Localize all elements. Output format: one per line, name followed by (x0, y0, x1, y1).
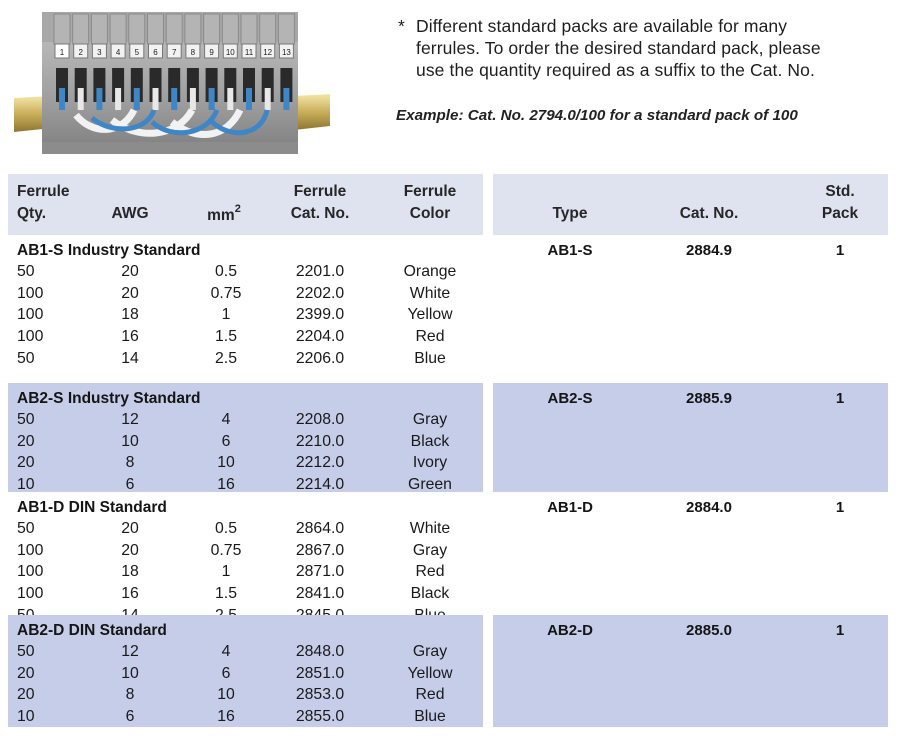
table-row (8, 665, 483, 687)
cell-cat: 2202.0 (295, 284, 345, 302)
cell-mm: 1 (221, 563, 231, 581)
terminal-wire (153, 88, 159, 110)
terminal-slice (148, 14, 164, 44)
header-color-bottom: Color (409, 205, 451, 222)
cell-qty: 50 (17, 520, 35, 537)
cell-awg: 6 (125, 476, 135, 494)
cell-cat: 2864.0 (295, 520, 345, 537)
cell-qty: 100 (17, 328, 44, 346)
terminal-slice (110, 14, 126, 44)
cell-color: White (409, 284, 451, 302)
terminal-slice (129, 14, 145, 44)
cell-mm: 6 (221, 432, 231, 450)
cell-mm: 0.75 (210, 541, 242, 559)
kit-cat: 2885.0 (686, 622, 732, 639)
table-row (8, 454, 483, 476)
header-mm (207, 205, 241, 225)
cell-qty: 100 (17, 306, 44, 324)
kit-group (493, 235, 888, 383)
cell-mm: 16 (217, 708, 235, 726)
cell-qty: 10 (17, 708, 35, 726)
cell-qty: 100 (17, 284, 44, 302)
terminal-number: 9 (209, 48, 214, 57)
terminal-wire (171, 88, 177, 110)
cell-awg: 14 (121, 349, 139, 367)
cell-cat: 2851.0 (295, 664, 345, 682)
cell-qty: 20 (17, 432, 35, 450)
terminal-wire (283, 88, 289, 110)
header-pack-top: Std. (825, 183, 855, 200)
terminal-wire (265, 88, 271, 110)
table-row (8, 520, 483, 542)
kit-group (493, 492, 888, 615)
header-type: Type (552, 205, 588, 222)
kit-type: AB1-S (547, 242, 593, 259)
terminal-wire (115, 88, 121, 110)
cell-mm: 16 (217, 476, 235, 494)
table-row (8, 643, 483, 665)
cell-color: Ivory (412, 454, 448, 472)
kit-pack: 1 (835, 242, 845, 259)
header-kit-cat: Cat. No. (679, 205, 739, 222)
header-pack-bottom: Pack (821, 205, 859, 222)
table-row (8, 686, 483, 708)
cell-awg: 6 (125, 708, 135, 726)
table-row (8, 542, 483, 564)
note-asterisk: * (398, 16, 405, 36)
ferrule-group (8, 492, 483, 615)
cell-cat: 2871.0 (295, 563, 345, 581)
terminal-number: 2 (78, 48, 83, 57)
cell-cat: 2208.0 (295, 411, 345, 428)
cell-mm: 1.5 (215, 585, 237, 603)
kit-pack: 1 (835, 622, 845, 639)
terminal-number: 13 (281, 48, 291, 57)
terminal-number: 8 (190, 48, 196, 57)
group-title: AB2-S Industry Standard (17, 390, 201, 407)
header-qty-top: Ferrule (17, 183, 70, 200)
cell-qty: 10 (17, 476, 35, 494)
note-line-1: Different standard packs are available for many (416, 16, 788, 36)
terminal-slice (54, 14, 70, 44)
cell-awg: 16 (121, 328, 139, 346)
cell-qty: 50 (17, 263, 35, 280)
cell-cat: 2212.0 (295, 454, 345, 472)
terminal-slice (204, 14, 220, 44)
cell-color: Red (415, 686, 445, 704)
header-cat-bottom: Cat. No. (290, 205, 350, 222)
kit-group (493, 615, 888, 727)
terminal-number: 11 (244, 48, 254, 57)
kit-table-header (493, 174, 888, 235)
terminal-slice (278, 14, 294, 44)
cell-qty: 20 (17, 686, 35, 704)
cell-awg: 20 (121, 520, 139, 537)
ferrule-table (8, 174, 483, 726)
terminal-wire (227, 88, 233, 110)
cell-mm: 1 (221, 306, 231, 324)
table-row (8, 585, 483, 607)
cell-cat: 2214.0 (295, 476, 345, 494)
terminal-wire (190, 88, 196, 110)
cell-cat: 2210.0 (295, 432, 345, 450)
cell-cat: 2853.0 (295, 686, 345, 704)
cell-awg: 10 (121, 664, 139, 682)
kit-cat: 2884.9 (686, 242, 732, 259)
cell-color: Blue (414, 349, 446, 367)
header-mm-unit: mm (207, 207, 235, 225)
group-title: AB2-D DIN Standard (17, 622, 167, 639)
terminal-number: 5 (134, 48, 140, 57)
cell-mm: 0.5 (215, 520, 237, 537)
cell-cat: 2841.0 (295, 585, 345, 603)
table-row (8, 306, 483, 328)
terminal-wire (246, 88, 252, 110)
table-row (8, 350, 483, 372)
table-row (8, 263, 483, 285)
terminal-block-photo (12, 10, 332, 160)
cell-mm: 1.5 (215, 328, 237, 346)
cell-cat: 2855.0 (295, 708, 345, 726)
cell-awg: 18 (121, 563, 139, 581)
cell-color: Black (410, 432, 450, 450)
cell-awg: 20 (121, 541, 139, 559)
cell-awg: 20 (121, 263, 139, 280)
terminal-wire (78, 88, 84, 110)
cell-qty: 100 (17, 585, 44, 603)
cell-qty: 100 (17, 563, 44, 581)
header-mm-superscript: 2 (234, 203, 241, 215)
header-color-top: Ferrule (403, 183, 457, 200)
terminal-number: 1 (59, 48, 65, 57)
kit-pack: 1 (835, 390, 845, 407)
table-row (8, 328, 483, 350)
cell-qty: 20 (17, 454, 35, 472)
cell-color: Red (415, 328, 445, 346)
note-line-2: ferrules. To order the desired standard pack, please (416, 38, 821, 58)
cell-color: Yellow (407, 306, 453, 324)
cell-cat: 2204.0 (295, 328, 345, 346)
terminal-slice (185, 14, 201, 44)
cell-cat: 2848.0 (295, 643, 345, 660)
terminal-slice (260, 14, 276, 44)
cell-mm: 4 (221, 411, 231, 428)
cell-qty: 20 (17, 664, 35, 682)
terminal-slice (166, 14, 182, 44)
header-awg: AWG (111, 205, 149, 222)
ferrule-group (8, 615, 483, 727)
cell-awg: 18 (121, 306, 139, 324)
cell-color: Black (410, 585, 450, 603)
cell-mm: 0.75 (210, 284, 242, 302)
cell-color: Blue (414, 708, 446, 726)
ferrule-group (8, 383, 483, 492)
table-row (8, 708, 483, 730)
cell-mm: 10 (217, 454, 235, 472)
table-row (8, 285, 483, 307)
cell-mm: 4 (221, 643, 231, 660)
terminal-number: 4 (115, 48, 121, 57)
ferrule-table-header (8, 174, 483, 235)
group-title: AB1-D DIN Standard (17, 499, 167, 516)
cell-qty: 100 (17, 541, 44, 559)
cell-mm: 0.5 (215, 263, 237, 280)
terminal-slice (222, 14, 238, 44)
terminal-slice (73, 14, 89, 44)
kit-type: AB2-D (547, 622, 593, 639)
kit-type: AB1-D (547, 499, 593, 516)
cell-qty: 50 (17, 411, 35, 428)
terminal-number: 10 (225, 48, 235, 57)
cell-mm: 10 (217, 686, 235, 704)
cell-color: Gray (412, 541, 448, 559)
terminal-wire (209, 88, 215, 110)
cell-color: Red (415, 563, 445, 581)
terminal-number: 7 (171, 48, 177, 57)
group-title: AB1-S Industry Standard (17, 242, 201, 259)
cell-color: Gray (412, 643, 448, 660)
kit-pack: 1 (835, 499, 845, 516)
kit-cat: 2884.0 (686, 499, 732, 516)
ferrule-group (8, 235, 483, 383)
cell-color: White (409, 520, 451, 537)
terminal-wire (96, 88, 102, 110)
table-row (8, 411, 483, 433)
cell-cat: 2206.0 (295, 349, 345, 367)
kit-type: AB2-S (547, 390, 593, 407)
terminal-number: 3 (97, 48, 102, 57)
table-row (8, 563, 483, 585)
cell-color: Gray (412, 411, 448, 428)
kit-table (493, 174, 888, 639)
header-qty-bottom: Qty. (17, 205, 46, 222)
note-line-3: use the quantity required as a suffix to the Cat. No. (416, 60, 815, 80)
kit-group (493, 383, 888, 492)
cell-cat: 2867.0 (295, 541, 345, 559)
cell-awg: 12 (121, 411, 139, 428)
pack-note (398, 15, 893, 81)
header-cat-top: Ferrule (293, 183, 347, 200)
terminal-number: 12 (263, 48, 273, 57)
cell-color: Yellow (407, 664, 453, 682)
cell-awg: 20 (121, 284, 139, 302)
cell-mm: 6 (221, 664, 231, 682)
cell-awg: 8 (125, 454, 135, 472)
terminal-number: 6 (153, 48, 158, 57)
table-row (8, 433, 483, 455)
cell-color: Green (408, 476, 452, 494)
cell-cat: 2201.0 (295, 263, 345, 280)
cell-awg: 16 (121, 585, 139, 603)
terminal-slice (91, 14, 107, 44)
cell-cat: 2399.0 (295, 306, 345, 324)
terminal-slice (241, 14, 257, 44)
terminal-wire (59, 88, 65, 110)
cell-qty: 50 (17, 349, 35, 367)
cell-color: Orange (403, 263, 457, 280)
example-text: Example: Cat. No. 2794.0/100 for a standard pack of 100 (396, 107, 798, 124)
cell-qty: 50 (17, 643, 35, 660)
cell-mm: 2.5 (215, 349, 237, 367)
cell-awg: 8 (125, 686, 135, 704)
cell-awg: 12 (121, 643, 139, 660)
kit-cat: 2885.9 (686, 390, 732, 407)
terminal-wire (134, 88, 140, 110)
cell-awg: 10 (121, 432, 139, 450)
